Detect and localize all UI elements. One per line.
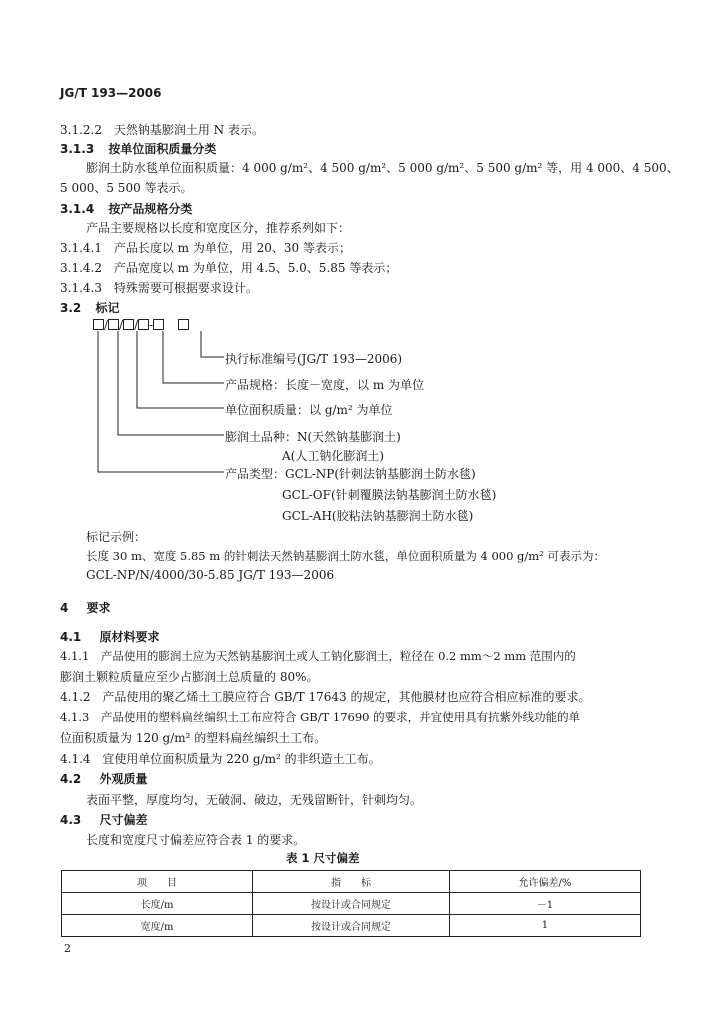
clause-number: 3.1.4.2 <box>60 261 102 275</box>
clause-text: 产品长度以 m 为单位，用 20、30 等表示； <box>113 241 351 255</box>
marking-separator: / <box>104 318 109 332</box>
example-code: GCL-NP/N/4000/30-5.85 JG/T 193—2006 <box>86 568 335 582</box>
clause-title: 按单位面积质量分类 <box>108 142 217 156</box>
marking-separator: / <box>119 318 124 332</box>
clause-text: 宜使用单位面积质量为 220 g/m² 的非织造土工布。 <box>102 752 381 766</box>
clause-4-1-3-line2: 位面积质量为 120 g/m² 的塑料扁丝编织土工布。 <box>60 731 327 745</box>
clause-4-1-1-line2: 膨润土颗粒质量应至少占膨润土总质量的 80%。 <box>60 670 319 684</box>
clause-text: 产品使用的塑料扁丝编织土工布应符合 GB/T 17690 的要求，并宜使用具有抗紫外线功能的单 <box>100 710 581 724</box>
example-text: 长度 30 m、宽度 5.85 m 的针刺法天然钠基膨润土防水毯，单位面积质量为 4 000 g/m² 可表示为： <box>86 549 605 563</box>
clause-text: 产品使用的聚乙烯土工膜应符合 GB/T 17643 的规定，其他膜材也应符合相应标准的要求。 <box>102 690 591 704</box>
table-cell: 宽度/m <box>62 915 253 937</box>
clause-4-1-4 <box>60 750 381 767</box>
clause-number: 3.1.4.1 <box>60 241 102 255</box>
clause-title: 按产品规格分类 <box>108 202 193 216</box>
clause-number: 4.1 <box>60 630 82 644</box>
clause-number: 4.1.3 <box>60 710 90 724</box>
clause-number: 3.1.3 <box>60 142 95 156</box>
marking-label-spec: 产品规格：长度－宽度，以 m 为单位 <box>225 378 425 392</box>
clause-title: 尺寸偏差 <box>99 813 148 827</box>
clause-4-1-2 <box>60 688 590 705</box>
clause-3-1-3-para-line2: 5 000、5 500 等表示。 <box>60 181 193 195</box>
clause-title: 外观质量 <box>99 772 148 786</box>
example-title: 标记示例： <box>86 530 147 544</box>
table-cell: 按设计或合同规定 <box>253 893 450 915</box>
clause-4-3-heading <box>60 811 147 828</box>
clause-number: 4.1.2 <box>60 690 91 704</box>
clause-number: 4.1.4 <box>60 752 91 766</box>
clause-4-1-1-line1 <box>60 648 576 664</box>
table-row <box>62 893 641 915</box>
table-cell: 长度/m <box>62 893 253 915</box>
clause-3-1-4-para: 产品主要规格以长度和宽度区分，推荐系列如下： <box>86 221 351 235</box>
marking-label-standard: 执行标准编号(JG/T 193—2006) <box>225 352 403 366</box>
clause-number: 3.1.4 <box>60 202 95 216</box>
clause-4-2-heading <box>60 770 147 787</box>
marking-separator: / <box>134 318 139 332</box>
clause-text: 特殊需要可根据要求设计。 <box>113 281 258 295</box>
clause-number: 4.1.1 <box>60 649 90 663</box>
table-row <box>62 915 641 937</box>
marking-label-type: 产品类型：GCL-NP(针刺法钠基膨润土防水毯) <box>225 467 476 481</box>
leader-line-mass <box>137 331 224 408</box>
leader-line-type <box>98 331 224 472</box>
table-header-tolerance: 允许偏差/% <box>449 871 640 893</box>
table-header-row <box>62 871 641 893</box>
table-cell: 1 <box>449 915 640 937</box>
marking-label-variety-a: A(人工钠化膨润土) <box>282 449 385 463</box>
clause-number: 4.3 <box>60 813 82 827</box>
table-cell: 按设计或合同规定 <box>253 915 450 937</box>
clause-number: 3.2 <box>60 301 82 315</box>
section-title: 要求 <box>86 601 111 615</box>
table-header-item: 项 目 <box>62 871 253 893</box>
clause-number: 3.1.2.2 <box>60 123 102 137</box>
clause-number: 3.1.4.3 <box>60 281 102 295</box>
section-number: 4 <box>60 601 69 615</box>
clause-text: 产品宽度以 m 为单位，用 4.5、5.0、5.85 等表示； <box>113 261 398 275</box>
clause-4-3-para: 长度和宽度尺寸偏差应符合表 1 的要求。 <box>86 833 306 847</box>
clause-number: 4.2 <box>60 772 82 786</box>
table-caption: 表 1 尺寸偏差 <box>286 851 360 865</box>
marking-label-mass: 单位面积质量：以 g/m² 为单位 <box>225 403 393 417</box>
clause-title: 标记 <box>95 301 120 315</box>
clause-text: 产品使用的膨润土应为天然钠基膨润土或人工钠化膨润土，粒径在 0.2 mm～2 mm 范围内的 <box>100 649 576 663</box>
clause-text: 天然钠基膨润土用 N 表示。 <box>113 123 264 137</box>
table-cell: －1 <box>449 893 640 915</box>
leader-line-standard <box>201 331 224 357</box>
clause-4-1-3-line1 <box>60 709 580 725</box>
marking-separator: - <box>149 318 154 332</box>
clause-4-2-para: 表面平整，厚度均匀，无破洞、破边，无残留断针，针刺均匀。 <box>86 793 423 807</box>
clause-4-1-heading <box>60 628 159 645</box>
deviation-table <box>61 870 641 937</box>
standard-code-header: JG/T 193—2006 <box>60 86 162 100</box>
section-4-heading <box>60 599 111 616</box>
marking-label-variety: 膨润土品种：N(天然钠基膨润土) <box>225 430 401 444</box>
page-number: 2 <box>64 942 71 955</box>
clause-3-1-3-para-line1: 膨润土防水毯单位面积质量：4 000 g/m²、4 500 g/m²、5 000 g/m²、5 500 g/m² 等，用 4 000、4 500、 <box>86 161 679 175</box>
table-header-index: 指 标 <box>253 871 450 893</box>
marking-label-type-of: GCL-OF(针刺覆膜法钠基膨润土防水毯) <box>282 488 497 502</box>
clause-title: 原材料要求 <box>99 630 160 644</box>
marking-label-type-ah: GCL-AH(胶粘法钠基膨润土防水毯) <box>282 509 474 523</box>
